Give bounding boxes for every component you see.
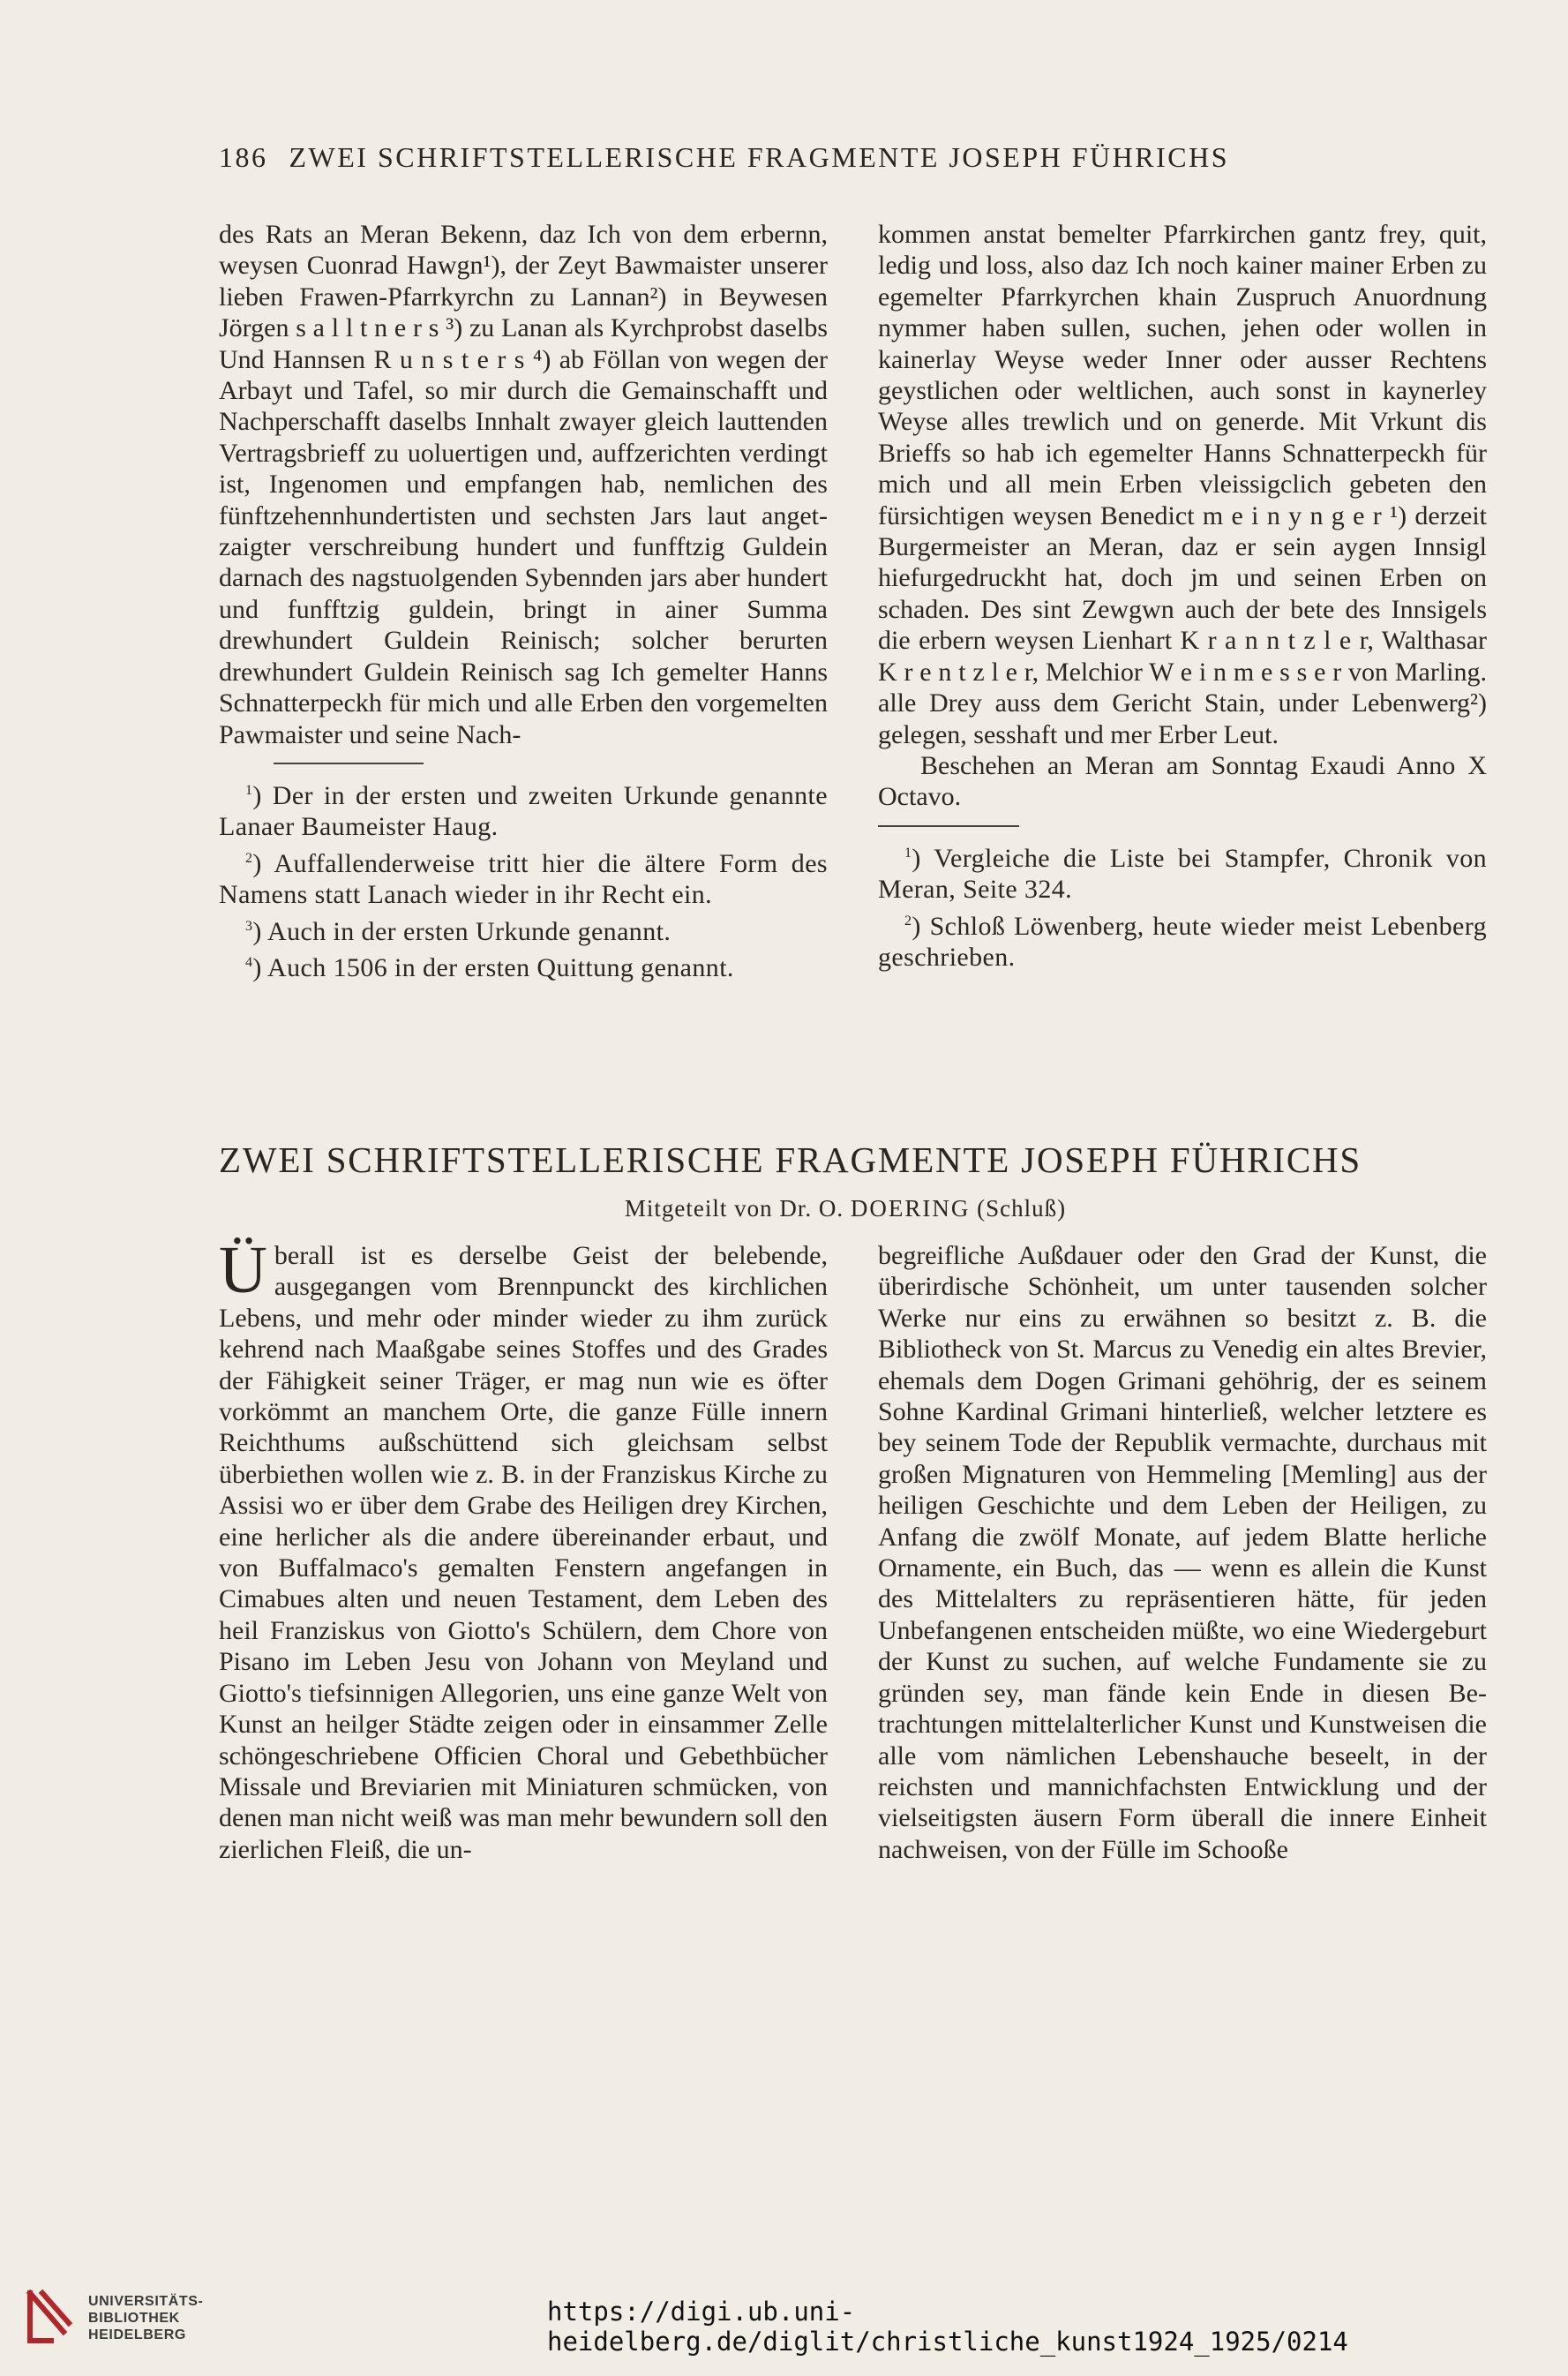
article-left-column [219,1233,828,1865]
closing-line: Beschehen an Meran am Sonntag Exaudi Anno X Octavo. [878,750,1487,812]
article-title: ZWEI SCHRIFTSTELLERISCHE FRAGMENTE JOSEPH FÜHRICHS [219,1139,1362,1180]
footnote: $^1$) Vergleiche die Liste bei Stampfer, Chronik von Meran, Seite 324. [878,843,1487,905]
page-number: 186 [219,141,268,173]
running-head [219,141,1454,174]
footnote: $^2$) Auffallenderweise tritt hier die ältere Form des Namens statt Lanach wieder in ihr Recht ein. [219,848,828,910]
running-head-title: ZWEI SCHRIFTSTELLERISCHE FRAGMENTE JOSEPH FÜHRICHS [289,141,1230,173]
drop-cap: Ü [219,1233,267,1307]
footnote: $^2$) Schloß Löwenberg, heute wieder meist Lebenberg geschrieben. [878,911,1487,972]
footnote: $^1$) Der in der ersten und zweiten Urkunde genannte Lanaer Baumeister Haug. [219,780,828,842]
top-right-column [878,219,1487,973]
top-left-text: des Rats an Meran Bekenn, daz Ich von dem erbernn, weysen Cuonrad Hawgn¹), der Zeyt Bawmaister unserer lieben Frawen-Pfarrkyrchn zu Lannan²) in Beywesen Jörgen s a l l t n e r s ³) zu Lanan als Kyrchprobst daselbs Und Hannsen R u n s t e r s ⁴) ab Föllan von wegen der Arbayt und Tafel, so mir durch die Gemainschafft und Nachperschafft daselbs Innhalt zwayer gleich lauttenden Vertragsbrieff zu uoluertigen und, auffzerichten verdingt ist, Ingenomen und empfangen hab, nemlichen des fünftzehennhundertisten und sechsten Jars laut angetzaigter verschreibung hundert und funfftzig Guldein darnach des nagstuolgenden Sybennden jars aber hundert und funfftzig guldein, bringt in ainer Summa drewhundert Guldein Reinisch; solcher berurten drewhundert Guldein Reinisch sag Ich gemelter Hanns Schnatterpeckh für mich und alle Erben den vorgemelten Pawmaister und seine Nach- [219,220,828,749]
footnote: $^3$) Auch in der ersten Urkunde genannt. [245,916,671,946]
article-right-text: begreifliche Außdauer oder den Grad der Kunst, die überirdische Schönheit, um unter tausenden solcher Werke nur eins zu erwähnen so besitzt z. B. die Bibliotheck von St. Marcus zu Venedig ein altes Brevier, ehemals dem Dogen Grimani gehöhrig, der es seinem Sohne Kardinal Grimani hinterließ, welcher letztere es bey seinem Tode der Republik vermachte, durchaus mit großen Mignaturen von Hemmeling [Memling] aus der heiligen Geschichte und dem Leben der Heiligen, zu Anfang die zwölf Monate, auf jedem Blatte herliche Ornamente, ein Buch, das — wenn es allein die Kunst des Mittelalters zu repräsentieren hätte, für jeden Unbefangenen entscheiden müßte, wo eine Wiedergeburt der Kunst zu suchen, auf welche Fundamente sie zu gründen sey, man fände kein Ende in diesen Betrachtungen mittelalterlicher Kunst und Kunstweisen die alle vom nämlichen Lebenshauche beseelt, in der reichsten und mannichfachsten Entwicklung und der vielseitigsten äusern Form überall die innere Einheit nachweisen, von der Fülle im Schooße [878,1241,1487,1864]
top-left-footnotes [219,775,828,983]
article-right-column [878,1240,1487,1865]
footnote-separator [274,763,424,764]
library-name: UNIVERSITÄTS- BIBLIOTHEK HEIDELBERG [88,2294,204,2342]
footnote-separator [878,825,1019,827]
top-right-text: kommen anstat bemelter Pfarrkirchen gantz frey, quit, ledig und loss, also daz Ich noch kainer mainer Erben zu egemelter Pfarrkyrchen khain Zuspruch Anuordnung nymmer haben sullen, suchen, jehen oder wollen in kainerlay Weyse weder Inner oder ausser Rechtens geystlichen oder weltlichen, auch sonst in kaynerley Weyse alles trewlich und on generde. Mit Vrkunt dis Brieffs so hab ich egemelter Hanns Schnatterpeckh für mich und all mein Erben vleissigclich gebeten den fürsichtigen weysen Benedict m e i n y n g e r ¹) derzeit Burgermeister an Meran, daz er sein aygen Innsigl hiefurgedruckht hat, doch jm und seinen Erben on schaden. Des sint Zewgwn auch der bete des Innsigels die erbern weysen Lienhart K r a n n t z l e r, Walthasar K r e n t z l e r, Melchior W e i n m e s s e r von Marling. alle Drey auss dem Gericht Stain, under Lebenwerg²) gelegen, sesshaft und mer Erber Leut. [878,220,1487,749]
top-right-footnotes [878,838,1487,974]
article-left-text: Überall ist es derselbe Geist der belebende, ausgegangen vom Brennpunckt des kirchlichen Lebens, und mehr oder minder wieder zu ihm zurück kehrend nach Maaßgabe seines Stoffes und des Grades der Fähigkeit seiner Träger, er mag nun wie es öfter vorkömmt an manchem Orte, die ganze Fülle innern Reichthums außschüttend sich gleichsam selbst überbiethen wollen wie z. B. in der Franziskus Kirche zu Assisi wo er über dem Grabe des Heiligen drey Kirchen, eine herlicher als die andere übereinander erbaut, und von Buffalmaco's gemalten Fenstern angefangen in Cimabues alten und neuen Testament, dem Leben des heil Franziskus von Giotto's Schülern, dem Chore von Pisano im Leben Jesu von Johann von Meyland und Giotto's tiefsinnigen Allegorien, uns eine ganze Welt von Kunst an heilger Städte zeigen oder in einsammer Zelle schöngeschriebene Officien Choral und Gebethbücher Missale und Breviarien mit Miniaturen schmücken, von denen man nicht weiß was man mehr bewundern soll den zierlichen Fleiß, die un- [219,1233,828,1864]
byline: Mitgeteilt von Dr. O. DOERING (Schluß) [624,1195,1067,1222]
top-left-column [219,219,828,983]
footer-bar [0,2267,1568,2376]
footnote: $^4$) Auch 1506 in der ersten Quittung genannt. [245,952,734,982]
source-url-link[interactable]: https://digi.ub.uni-heidelberg.de/diglit/christliche_kunst1924_1925/0214 [547,2297,1348,2357]
library-logo-icon [25,2288,74,2346]
